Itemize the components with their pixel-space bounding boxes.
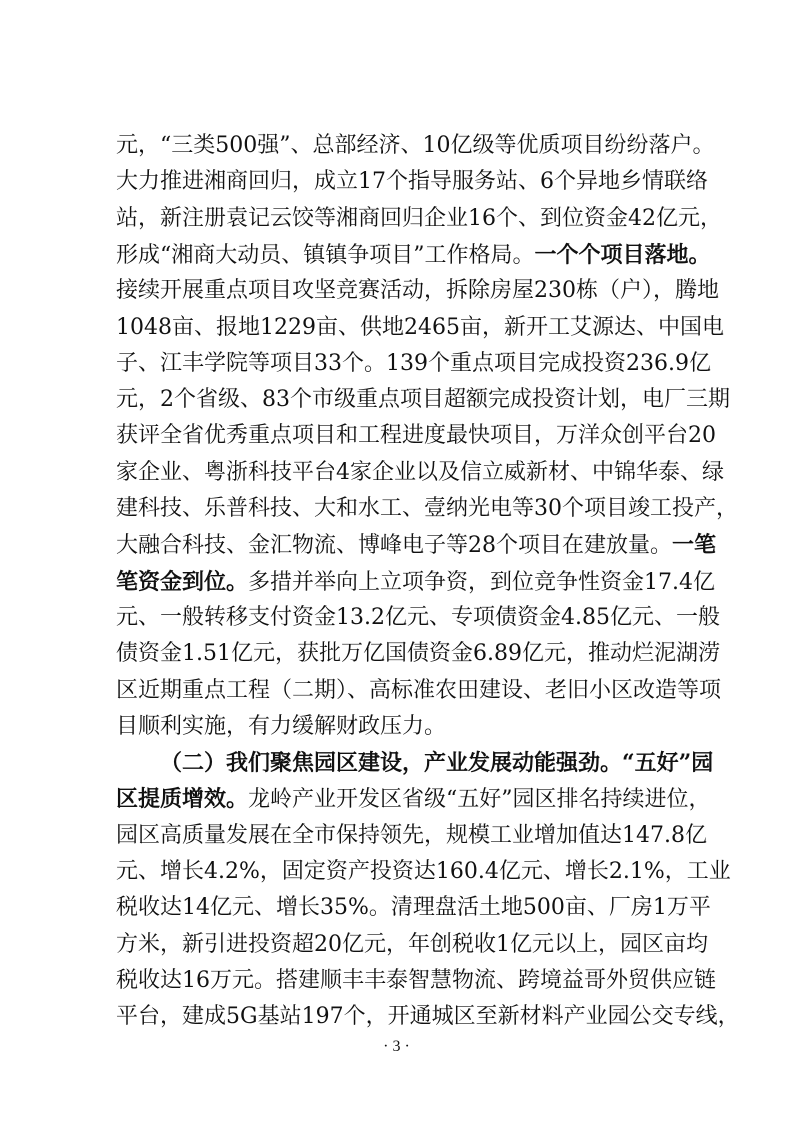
text-segment: 园区高质量发展在全市保持领先，规模工业增加值达147.8亿 xyxy=(116,822,707,848)
text-line xyxy=(116,600,720,636)
text-line xyxy=(116,890,711,926)
text-segment: 建科技、乐普科技、大和水工、壹纳光电等30个项目竣工投产， xyxy=(116,496,738,521)
text-line xyxy=(116,164,708,200)
text-segment: 税收达16万元。搭建顺丰丰泰智慧物流、跨境益哥外贸供应链 xyxy=(116,967,716,993)
bold-text-segment: 一笔 xyxy=(672,532,717,559)
text-segment: 站，新注册袁记云饺等湘商回归企业16个、到位资金42亿元， xyxy=(116,205,722,231)
bold-text-segment: 笔资金到位。 xyxy=(116,568,249,595)
text-line xyxy=(116,854,731,890)
text-line xyxy=(116,927,708,963)
text-line xyxy=(116,382,730,418)
text-segment: 方米，新引进投资超20亿元，年创税收1亿元以上，园区亩均 xyxy=(116,931,708,957)
text-line xyxy=(116,418,716,454)
text-segment: 接续开展重点项目攻坚竞赛活动，拆除房屋230栋（户），腾地 xyxy=(116,278,719,304)
text-segment: 大力推进湘商回归，成立17个指导服务站、6个异地乡情联络 xyxy=(116,169,708,195)
bold-text-segment: （二）我们聚焦园区建设，产业发展动能强劲。“五好”园 xyxy=(160,750,714,777)
text-segment: 大融合科技、金汇物流、博峰电子等28个项目在建放量。 xyxy=(116,533,672,559)
text-segment: 区近期重点工程（二期）、高标准农田建设、老旧小区改造等项 xyxy=(116,677,722,703)
bold-text-segment: 区提质增效。 xyxy=(116,786,249,813)
text-line xyxy=(116,455,724,491)
text-line xyxy=(116,564,716,600)
text-line xyxy=(160,745,714,781)
text-segment: 形成“湘商大动员、镇镇争项目”工作格局。 xyxy=(116,242,535,268)
text-line xyxy=(116,310,724,346)
text-line xyxy=(116,999,740,1035)
page-number: · 3 · xyxy=(383,1038,410,1055)
bold-text-segment: 一个个项目落地。 xyxy=(534,241,711,268)
text-segment: 债资金1.51亿元，获批万亿国债资金6.89亿元，推动烂泥湖涝 xyxy=(116,641,720,667)
text-segment: 获评全省优秀重点项目和工程进度最快项目，万洋众创平台20 xyxy=(116,423,716,449)
text-line xyxy=(116,346,711,382)
text-segment: 元，2个省级、83个市级重点项目超额完成投资计划，电厂三期 xyxy=(116,387,730,413)
text-line xyxy=(116,201,722,237)
text-line xyxy=(116,709,696,745)
text-segment: 元，“三类500强”、总部经济、10亿级等优质项目纷纷落户。 xyxy=(116,133,715,158)
text-line xyxy=(116,527,717,563)
text-segment: 元、增长4.2%，固定资产投资达160.4亿元、增长2.1%，工业 xyxy=(116,859,731,884)
text-segment: 目顺利实施，有力缓解财政压力。 xyxy=(116,713,447,739)
text-segment: 家企业、粤浙科技平台4家企业以及信立威新材、中锦华泰、绿 xyxy=(116,459,724,485)
text-segment: 子、江丰学院等项目33个。139个重点项目完成投资236.9亿 xyxy=(116,350,711,376)
text-segment: 龙岭产业开发区省级“五好”园区排名持续进位， xyxy=(248,787,711,813)
text-segment: 多措并举向上立项争资，到位竞争性资金17.4亿 xyxy=(248,569,716,595)
text-line xyxy=(116,781,711,817)
text-line xyxy=(116,636,720,672)
text-segment: 平台，建成5G基站197个，开通城区至新材料产业园公交专线， xyxy=(116,1004,740,1030)
text-line xyxy=(116,963,716,999)
text-segment: 税收达14亿元、增长35%。清理盘活土地500亩、厂房1万平 xyxy=(116,895,711,921)
text-line xyxy=(116,491,738,527)
text-segment: 元、一般转移支付资金13.2亿元、专项债资金4.85亿元、一般 xyxy=(116,604,720,630)
text-segment: 1048亩、报地1229亩、供地2465亩，新开工艾源达、中国电 xyxy=(116,314,724,340)
text-line xyxy=(116,818,707,854)
text-line xyxy=(116,128,715,164)
text-line xyxy=(116,237,711,273)
text-line xyxy=(116,273,719,309)
text-line xyxy=(116,673,722,709)
